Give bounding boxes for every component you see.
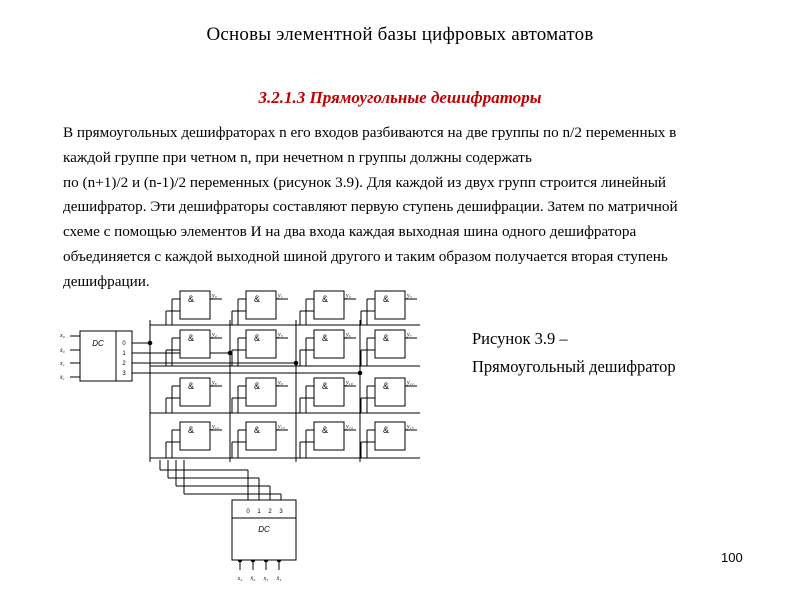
and-gate — [180, 422, 222, 450]
left-decoder-output-3: 3 — [122, 371, 126, 377]
slide-title: Основы элементной базы цифровых автоматов — [206, 24, 594, 45]
paragraph-line: каждой группе при четном n, при нечетном n группы должны содержать — [63, 148, 532, 166]
left-decoder-input-label: x̄₁ — [60, 375, 65, 381]
and-gate — [314, 378, 356, 406]
left-decoder-label: DC — [92, 339, 104, 348]
bottom-decoder-input-label: x₂ — [237, 576, 243, 582]
and-gate-body — [246, 422, 276, 450]
and-gate-symbol: & — [383, 425, 390, 435]
bottom-decoder-output-3: 3 — [279, 509, 283, 515]
and-gate — [375, 422, 417, 450]
gate-output-label: y₃ — [407, 293, 412, 299]
gate-output-label: y₁ — [278, 293, 283, 299]
and-gate-body — [375, 291, 405, 319]
gate-output-label: y₅ — [278, 332, 283, 338]
caption-line-1: Рисунок 3.9 – — [472, 329, 568, 348]
page-number: 100 — [721, 550, 743, 565]
and-gate — [180, 291, 222, 319]
and-gate-body — [180, 422, 210, 450]
left-decoder-input-label: x₁ — [60, 361, 65, 367]
left-decoder-output-0: 0 — [122, 341, 126, 347]
and-gate-symbol: & — [322, 381, 329, 391]
gate-output-label: y₁₀ — [346, 380, 353, 386]
and-gate-matrix — [180, 291, 417, 450]
and-gate — [246, 422, 288, 450]
and-gate-symbol: & — [188, 381, 195, 391]
bottom-decoder-input-label: x̄₃ — [276, 576, 282, 582]
and-gate-symbol: & — [322, 294, 329, 304]
gate-output-label: y₇ — [407, 332, 412, 338]
left-decoder-input-label: x̄₀ — [60, 348, 65, 354]
gate-output-label: y₀ — [212, 293, 217, 299]
wire-junction — [228, 351, 232, 355]
and-gate-body — [314, 291, 344, 319]
and-gate-symbol: & — [322, 425, 329, 435]
and-gate-symbol: & — [383, 381, 390, 391]
wire-junction — [148, 341, 152, 345]
figure-caption — [472, 325, 676, 381]
and-gate — [246, 291, 288, 319]
and-gate-symbol: & — [322, 333, 329, 343]
bottom-decoder — [232, 500, 296, 582]
wire-junction — [358, 371, 362, 375]
and-gate-body — [180, 378, 210, 406]
gate-output-label: y₁₁ — [407, 380, 414, 386]
gate-output-label: y₁₂ — [212, 424, 219, 430]
and-gate — [375, 291, 417, 319]
and-gate — [375, 378, 417, 406]
and-gate-body — [314, 378, 344, 406]
paragraph-line: дешифратор. Эти дешифраторы составляют первую ступень дешифрации. Затем по матричной — [63, 198, 678, 216]
gate-output-label: y₁₃ — [278, 424, 285, 430]
and-gate-body — [180, 291, 210, 319]
left-decoder-output-2: 2 — [122, 361, 126, 367]
gate-output-label: y₈ — [212, 380, 217, 386]
bottom-decoder-input-label: x̄₂ — [250, 576, 256, 582]
left-decoder — [59, 331, 132, 381]
gate-output-label: y₄ — [212, 332, 217, 338]
paragraph-line: схеме с помощью элементов И на два входа каждая выходная шина одного дешифратора — [63, 223, 637, 241]
paragraph-line: В прямоугольных дешифраторах n его входов разбиваются на две группы по n/2 переменных в — [63, 124, 677, 141]
and-gate — [375, 330, 417, 358]
and-gate — [246, 378, 288, 406]
and-gate-symbol: & — [254, 425, 261, 435]
and-gate-symbol: & — [188, 425, 195, 435]
caption-line-2: Прямоугольный дешифратор — [472, 357, 676, 376]
section-heading: 3.2.1.3 Прямоугольные дешифраторы — [258, 88, 542, 107]
paragraph-line: объединяется с каждой выходной шиной другого и таким образом получается вторая ступень — [63, 247, 668, 265]
and-gate — [180, 330, 222, 358]
and-gate-symbol: & — [383, 333, 390, 343]
and-gate-symbol: & — [383, 294, 390, 304]
paragraph-line: по (n+1)/2 и (n-1)/2 переменных (рисунок 3.9). Для каждой из двух групп строится линейный — [63, 173, 667, 191]
and-gate-body — [375, 330, 405, 358]
wire-junction — [294, 361, 298, 365]
and-gate-body — [246, 378, 276, 406]
left-decoder-input-label: x₀ — [60, 333, 65, 339]
gate-output-label: y₆ — [346, 332, 351, 338]
and-gate — [180, 378, 222, 406]
and-gate-symbol: & — [254, 381, 261, 391]
gate-output-label: y₁₅ — [407, 424, 414, 430]
and-gate — [246, 330, 288, 358]
and-gate — [314, 291, 356, 319]
bottom-decoder-label: DC — [258, 525, 270, 534]
and-gate-body — [375, 378, 405, 406]
gate-output-label: y₁₄ — [346, 424, 353, 430]
and-gate-symbol: & — [254, 333, 261, 343]
and-gate-body — [246, 330, 276, 358]
bottom-decoder-output-1: 1 — [257, 509, 261, 515]
and-gate-body — [314, 422, 344, 450]
and-gate-symbol: & — [254, 294, 261, 304]
and-gate-body — [246, 291, 276, 319]
and-gate — [314, 330, 356, 358]
and-gate-symbol: & — [188, 294, 195, 304]
paragraph-line: дешифрации. — [63, 272, 150, 290]
and-gate-symbol: & — [188, 333, 195, 343]
and-gate-body — [180, 330, 210, 358]
gate-output-label: y₂ — [346, 293, 351, 299]
and-gate — [314, 422, 356, 450]
bottom-decoder-input-label: x₃ — [263, 576, 269, 582]
gate-output-label: y₉ — [278, 380, 283, 386]
left-decoder-output-1: 1 — [122, 351, 126, 357]
and-gate-body — [314, 330, 344, 358]
bottom-decoder-output-0: 0 — [246, 509, 250, 515]
and-gate-body — [375, 422, 405, 450]
bottom-decoder-output-2: 2 — [268, 509, 272, 515]
